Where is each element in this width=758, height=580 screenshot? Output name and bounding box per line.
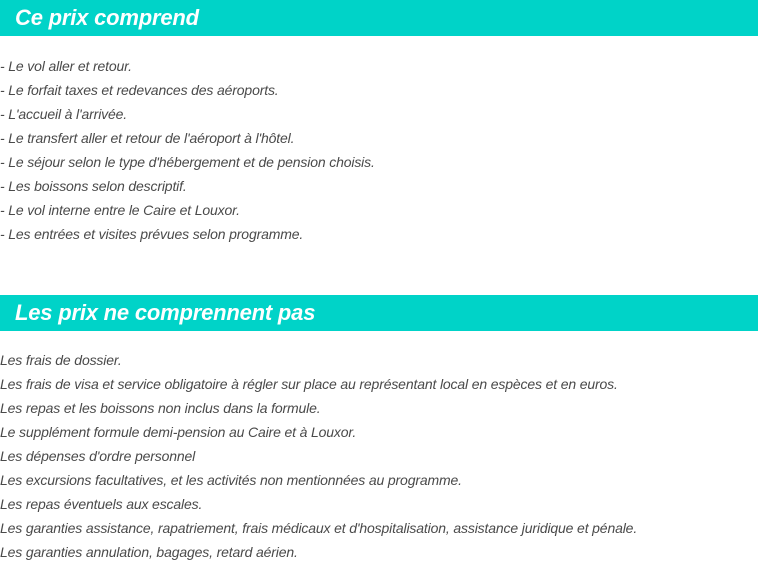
- list-item: Les garanties annulation, bagages, retard aérien.: [0, 544, 298, 560]
- list-item: - Les boissons selon descriptif.: [0, 178, 187, 194]
- list-item: - L'accueil à l'arrivée.: [0, 106, 128, 122]
- list-item: Le supplément formule demi-pension au Caire et à Louxor.: [0, 424, 357, 440]
- excluded-section-title: Les prix ne comprennent pas: [0, 295, 758, 331]
- list-item: - Le séjour selon le type d'hébergement et de pension choisis.: [0, 154, 375, 170]
- list-item: - Les entrées et visites prévues selon programme.: [0, 226, 304, 242]
- list-item: Les frais de visa et service obligatoire à régler sur place au représentant local en espèces et en euros.: [0, 376, 618, 392]
- list-item: Les dépenses d'ordre personnel: [0, 448, 196, 464]
- list-item: Les repas éventuels aux escales.: [0, 496, 203, 512]
- list-item: - Le forfait taxes et redevances des aéroports.: [0, 82, 279, 98]
- excluded-list: [0, 348, 637, 564]
- list-item: - Le vol interne entre le Caire et Louxor.: [0, 202, 240, 218]
- list-item: Les repas et les boissons non inclus dans la formule.: [0, 400, 321, 416]
- included-list: [0, 54, 375, 246]
- list-item: Les frais de dossier.: [0, 352, 122, 368]
- list-item: - Le transfert aller et retour de l'aéroport à l'hôtel.: [0, 130, 295, 146]
- included-section-title: Ce prix comprend: [0, 0, 758, 36]
- list-item: Les excursions facultatives, et les activités non mentionnées au programme.: [0, 472, 462, 488]
- list-item: Les garanties assistance, rapatriement, frais médicaux et d'hospitalisation, assistance juridique et pénale.: [0, 520, 638, 536]
- list-item: - Le vol aller et retour.: [0, 58, 132, 74]
